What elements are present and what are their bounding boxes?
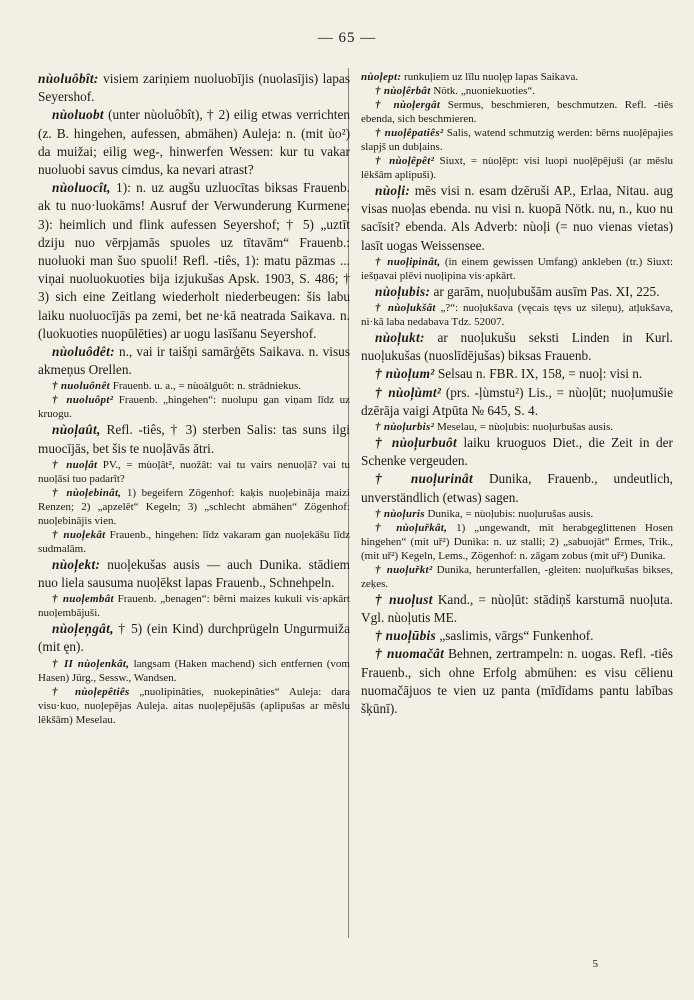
- entry-headword: † nuoļât: [52, 458, 98, 471]
- entry-text: Frauenb. „benagen“: bērni maizes kukuli vis·apkārt nuoļembājuši.: [38, 593, 350, 620]
- entry-headword: † nuoluôpt²: [52, 394, 114, 407]
- dictionary-entry: [361, 591, 673, 627]
- entry-headword: † nuoļust: [375, 591, 433, 607]
- entry-text: Meselau, = nùoļubis: nuoļurbušas ausis.: [434, 421, 614, 434]
- dictionary-entry: [38, 343, 350, 379]
- dictionary-entry: [361, 507, 673, 521]
- entry-text: laiku kruoguos Diet., die Zeit in der Schenke vergeuden.: [361, 435, 673, 469]
- entry-text: Refl. -tiês, † 3) sterben Salis: tas suns ilgi muocījās, bet šis te nuoļāvās ātri.: [38, 422, 350, 456]
- entry-headword: nùoluocît,: [52, 180, 111, 196]
- entry-headword: † nuoļuřkt²: [375, 563, 433, 576]
- entry-text: „?“: nuoļukšava (vęcais tęvs uz sileņu), atļukšava, ni·kā laba nedabava Tdz. 52007.: [361, 302, 673, 329]
- entry-text: Sermus, beschmieren, beschmutzen. Refl. -tiês ebenda, sich beschmieren.: [361, 99, 673, 125]
- entry-headword: nùoļukt:: [375, 330, 425, 346]
- dictionary-entry: [361, 329, 673, 365]
- entry-headword: † nùoļurbuôt: [375, 435, 457, 451]
- dictionary-entry: [361, 470, 673, 506]
- entry-headword: † nùoļùmt²: [375, 384, 442, 400]
- entry-headword: † nùoļukšât: [375, 302, 436, 315]
- dictionary-entry: [38, 106, 350, 179]
- entry-text: „saslimis, vārgs“ Funkenhof.: [436, 628, 594, 644]
- dictionary-entry: [38, 458, 350, 486]
- entry-text: Frauenb. „hingehen“: nuolupu gan viņam līdz uz kruogu.: [38, 394, 350, 421]
- dictionary-entry: [38, 657, 350, 685]
- entry-headword: nùoļept:: [361, 71, 402, 83]
- entry-headword: nùoluôdêt:: [52, 344, 115, 360]
- entry-text: langsam (Haken machend) sich entfernen (vom Hasen) Jürg., Sessw., Wandsen.: [38, 657, 350, 684]
- dictionary-entry: [361, 301, 673, 329]
- entry-text: PV., = mùoļât², nuožât: vai tu vairs nenuoļā? vai tu nuoļāsi tuo padarīt?: [38, 458, 351, 485]
- entry-text: 1) begeifern Zögenhof: kaķis nuoļebināja maizi Renzen; 2) „apzelēt“ Kegeln; 3) „schlecht abmähen“ Zögenhof: nuoļebinājis vien.: [38, 486, 350, 527]
- page-number: — 65 —: [317, 30, 377, 46]
- dictionary-entry: [361, 126, 673, 154]
- signature-mark: 5: [592, 958, 598, 970]
- entry-headword: † nùoļum²: [375, 366, 435, 382]
- entry-headword: nùoļubis:: [375, 283, 431, 299]
- dictionary-entry: [361, 365, 673, 383]
- dictionary-entry: [361, 283, 673, 301]
- entry-headword: nùoluobt: [52, 107, 104, 123]
- entry-headword: † nùoļergât: [375, 99, 441, 111]
- dictionary-entry: [361, 154, 673, 182]
- entry-text: runkuļiem uz līlu nuoļęp lapas Saikava.: [401, 71, 579, 83]
- dictionary-entry: [361, 420, 673, 434]
- dictionary-entry: [361, 98, 673, 126]
- entry-headword: † nuoluônêt: [52, 380, 111, 393]
- dictionary-entry: [361, 182, 673, 255]
- entry-text: Dunika, = nùoļubis: nuoļurušas ausis.: [424, 507, 594, 520]
- dictionary-entry: [38, 421, 350, 457]
- entry-headword: nùoļekt:: [52, 556, 101, 572]
- entry-text: (unter nùoluôbît), † 2) eilig etwas verrichten (z. B. hingehen, aufessen, abmähen) Auleja: n. (mit ùo²) da muižai; eilig weg-, hinwerfen Wessen: kur tu vakar nuoluobi savus cimdus, ka nevari atrast?: [38, 107, 350, 178]
- entry-text: Salis, watend schmutzig werden: bērns nuoļēpajies slapjš un dubļains.: [361, 127, 673, 153]
- entry-text: n., vai ir taišņi samārģēts Saikava. n. visus akmeņus Orellen.: [38, 344, 350, 378]
- entry-text: Siuxt, = nùoļēpt: visi luopi nuoļēpējuši (ar mēslu lēkšām aplipuši).: [361, 155, 673, 181]
- entry-text: † 5) (ein Kind) durchprügeln Ungurmuiža (mit ęn).: [38, 621, 350, 655]
- entry-headword: nùoļaût,: [52, 422, 101, 438]
- entry-headword: † II nùoļenkât,: [52, 657, 130, 670]
- dictionary-entry: [38, 70, 350, 106]
- dictionary-entry: [361, 521, 673, 563]
- entry-headword: nùoļi:: [375, 183, 411, 198]
- dictionary-entry: [361, 563, 673, 591]
- entry-headword: † nùoļuris: [375, 507, 425, 520]
- entry-headword: † nùoļêpêt²: [375, 155, 435, 167]
- entry-text: 1) „ungewandt, mit herabgeglittenen Hosen hingehen“ (mit uř²) Dunika: n. uz stalli; 2) „sabuojāt“ Ērmes, Trik., (mit uř²) Kegeln, Lems., Zögenhof: n. zāgam zobus (mit uř²) Dunika.: [361, 521, 673, 562]
- dictionary-entry: [38, 685, 350, 727]
- entry-text: Nötk. „nuoniekuoties“.: [430, 85, 536, 97]
- dictionary-entry: [361, 255, 673, 283]
- entry-text: ar garām, nuoļubušām ausīm Pas. XI, 225.: [430, 283, 660, 299]
- dictionary-entry: [38, 620, 350, 656]
- dictionary-entry: [38, 179, 350, 343]
- entry-headword: † nùoļepêtiês: [52, 685, 130, 698]
- dictionary-entry: [38, 592, 350, 620]
- dictionary-entry: [361, 70, 673, 84]
- entry-headword: † nùoļurbis²: [375, 421, 435, 434]
- entry-text: Behnen, zertrampeln: n. uogas. Refl. -tiês Frauenb., sich ohne Erfolg abmühen: es visu cēlienu nuomačājuos te vien uz panta (mīdīdams pantu labības šķūnī).: [361, 646, 673, 717]
- dictionary-entry: [38, 393, 350, 421]
- dictionary-entry: [361, 84, 673, 98]
- right-column: [361, 70, 673, 718]
- entry-text: visiem zariņiem nuoluobījis (nuolasījis) lapas Seyershof.: [38, 71, 350, 105]
- dictionary-entry: [38, 556, 350, 592]
- entry-headword: nùoļeņgât,: [52, 621, 114, 637]
- entry-text: Selsau n. FBR. IX, 158, = nuoļ: visi n.: [434, 366, 643, 382]
- entry-text: Frauenb., hingehen: līdz vakaram gan nuoļekāšu līdz sudmalām.: [38, 528, 351, 555]
- dictionary-entry: [361, 434, 673, 470]
- entry-text: Frauenb. u. a., = nùoàlguôt: n. strādniekus.: [110, 380, 302, 393]
- entry-text: Kand., = nùoļūt: stādiņš karstumā nuoļuta. Vgl. nùoļutis ME.: [361, 591, 673, 626]
- dictionary-entry: [38, 528, 350, 556]
- entry-text: ar nuoļukušu seksti Linden in Kurl. nuoļukušas (nuoslīdējušas) biksas Frauenb.: [361, 330, 673, 364]
- entry-headword: † nuoļêpatiês²: [375, 127, 444, 139]
- entry-text: mēs visi n. esam dzēruši AP., Erlaa, Nitau. aug visas nuoļas ebenda. nu visi n. kuopā Nötk. nu, n., kuo nu sacīsit? ebenda. Als Adverb: nùoļi (= nuo vienas vietas) lasīt uogas Weissensee.: [361, 183, 673, 253]
- dictionary-entry: [38, 486, 350, 528]
- entry-text: nuoļekušas ausis — auch Dunika. stādiem nuo liela sausuma nuoļēkst lapas Frauenb., Schnehpeln.: [38, 556, 350, 591]
- dictionary-entry: [361, 645, 673, 718]
- left-column: [38, 70, 350, 727]
- entry-text: Dunika, Frauenb., undeutlich, unverständlich (etwas) sagen.: [361, 471, 673, 505]
- dictionary-entry: [361, 384, 673, 420]
- entry-headword: † nùoļuřkât,: [375, 521, 448, 534]
- dictionary-entry: [38, 379, 350, 393]
- entry-text: (prs. -ļùmstu²) Lis., = nùoļūt; nuoļumušie dzērāja vaigi Atpūta № 645, S. 4.: [361, 384, 674, 418]
- entry-headword: nùoluôbît:: [38, 71, 99, 86]
- entry-headword: † nùoļebinât,: [52, 486, 122, 499]
- entry-text: (in einem gewissen Umfang) ankleben (tr.) Siuxt: iešņavai plēvi nuoļipina vis·apkārt.: [361, 255, 673, 282]
- entry-headword: † nùoļêrbât: [375, 85, 431, 97]
- entry-text: Dunika, herunterfallen, -gleiten: nuoļuřkušas bikses, zeķes.: [361, 563, 673, 590]
- entry-headword: † nuoļekât: [52, 528, 106, 541]
- entry-headword: † nuoļūbis: [375, 628, 437, 644]
- entry-headword: † nuoļembât: [52, 593, 114, 606]
- dictionary-entry: [361, 627, 673, 645]
- entry-text: „nuolipinâties, nuokepinâties“ Auleja: dara visu·kuo, nuoļepējas Auleja. aitas nuoļepējušās (aplipušas ar mēslu lēkšām) Meselau.: [38, 685, 350, 726]
- entry-headword: † nuoļipinât,: [375, 255, 441, 268]
- entry-headword: † nuoļurinât: [375, 471, 473, 487]
- entry-headword: † nuomačât: [375, 646, 445, 662]
- entry-text: 1): n. uz augšu uzluocītas biksas Frauenb. ak tu nuo·luokāms! Ausruf der Verwunderung Kurmene; 3): heimlich und flink aufessen Seyershof; † 5) „uztīt dziju nuo vērpjamās spuoles uz tītavām“ Frauenb.: nuoluoki man šuo spuoli! Refl. -tiês, 1): matu pāzmas ... viņai nuoluokuoties bija izjukušas Apsk. 1903, S. 486; † 3) sich eine Zeitlang wiederholt niederbeugen: šis labu laiku nuoluocījās pa zemi, bet ne·kā neatrada Saikava. n. (luokuoties nuopūlēties) ar uogu lasīšanu Seyershof.: [38, 180, 350, 341]
